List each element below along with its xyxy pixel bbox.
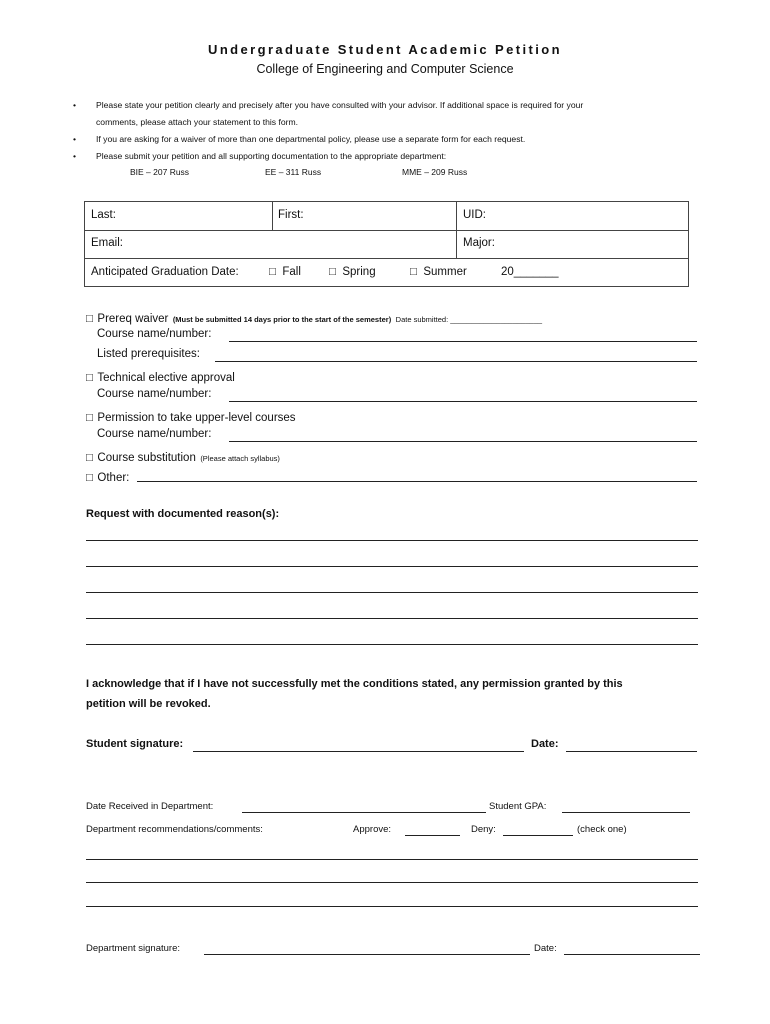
approve-line[interactable]	[405, 835, 460, 836]
department-bie: BIE – 207 Russ	[130, 167, 190, 177]
listed-prerequisites-line[interactable]	[215, 361, 697, 362]
upper-level-course-name-line[interactable]	[229, 441, 697, 442]
student-date-label: Date:	[531, 738, 559, 750]
instruction-3: • Please submit your petition and all supporting documentation to the appropriate department:	[73, 151, 447, 161]
checkbox-icon: □	[269, 266, 276, 278]
graduation-date-label: Anticipated Graduation Date:	[91, 266, 239, 278]
upper-level-option[interactable]: □ Permission to take upper-level courses	[86, 412, 296, 424]
graduation-year-field[interactable]: 20_______	[501, 266, 559, 278]
department-signature-line[interactable]	[204, 954, 530, 955]
checkbox-icon: □	[86, 412, 93, 424]
date-received-label: Date Received in Department:	[86, 801, 214, 812]
email-field[interactable]: Email:	[85, 230, 457, 258]
fall-checkbox[interactable]: □ Fall	[269, 266, 301, 278]
course-substitution-option[interactable]: □ Course substitution (Please attach syllabus)	[86, 452, 280, 464]
student-date-line[interactable]	[566, 751, 697, 752]
checkbox-icon: □	[86, 452, 93, 464]
instruction-2: • If you are asking for a waiver of more than one departmental policy, please use a separate form for each request.	[73, 134, 526, 144]
reasons-heading: Request with documented reason(s):	[86, 508, 280, 520]
other-line[interactable]	[137, 481, 697, 482]
bullet-icon: •	[73, 151, 77, 161]
department-signature-label: Department signature:	[86, 943, 180, 954]
major-field[interactable]: Major:	[463, 237, 495, 249]
spring-checkbox[interactable]: □ Spring	[329, 266, 376, 278]
checkbox-icon: □	[410, 266, 417, 278]
technical-elective-option[interactable]: □ Technical elective approval	[86, 372, 235, 384]
checkbox-icon: □	[86, 372, 93, 384]
acknowledgement-line-2: petition will be revoked.	[86, 698, 211, 710]
checkbox-icon: □	[329, 266, 336, 278]
deny-line[interactable]	[503, 835, 573, 836]
department-mme: MME – 209 Russ	[402, 167, 468, 177]
checkbox-icon: □	[86, 472, 93, 484]
prereq-waiver-option[interactable]: □ Prereq waiver (Must be submitted 14 days prior to the start of the semester) Date submitted: ______________________	[86, 313, 543, 325]
bullet-icon: •	[73, 100, 77, 110]
deny-label: Deny:	[471, 824, 496, 835]
recommendations-label: Department recommendations/comments:	[86, 824, 263, 835]
last-name-field[interactable]: Last:	[85, 202, 273, 230]
comment-line[interactable]	[86, 882, 698, 883]
student-signature-label: Student signature:	[86, 738, 184, 750]
department-date-line[interactable]	[564, 954, 700, 955]
reason-line[interactable]	[86, 540, 698, 541]
date-received-line[interactable]	[242, 812, 486, 813]
uid-field[interactable]: UID:	[463, 209, 486, 221]
comment-line[interactable]	[86, 859, 698, 860]
department-ee: EE – 311 Russ	[265, 167, 322, 177]
page-subtitle: College of Engineering and Computer Science	[256, 62, 514, 76]
name-row	[85, 202, 688, 231]
department-date-label: Date:	[534, 943, 557, 954]
checkbox-icon: □	[86, 313, 93, 325]
prereq-course-name-line[interactable]	[229, 341, 697, 342]
page-title: Undergraduate Student Academic Petition	[208, 42, 562, 57]
reason-line[interactable]	[86, 592, 698, 593]
instruction-1-continued: comments, please attach your statement to this form.	[96, 117, 299, 127]
student-signature-line[interactable]	[193, 751, 524, 752]
student-info-table	[84, 201, 689, 287]
approve-label: Approve:	[353, 824, 392, 835]
email-row	[85, 230, 688, 259]
listed-prerequisites-label: Listed prerequisites:	[97, 348, 200, 360]
student-gpa-line[interactable]	[562, 812, 690, 813]
reason-line[interactable]	[86, 618, 698, 619]
instruction-1: • Please state your petition clearly and precisely after you have consulted with your advisor. If additional space is required for your	[73, 100, 584, 110]
upper-level-course-name-label: Course name/number:	[97, 428, 212, 440]
other-option[interactable]: □ Other:	[86, 472, 130, 484]
student-gpa-label: Student GPA:	[489, 801, 547, 812]
reason-line[interactable]	[86, 644, 698, 645]
first-name-field[interactable]: First:	[272, 202, 457, 230]
technical-course-name-line[interactable]	[229, 401, 697, 402]
acknowledgement-line-1: I acknowledge that if I have not successfully met the conditions stated, any permission granted by this	[86, 678, 623, 690]
reason-line[interactable]	[86, 566, 698, 567]
bullet-icon: •	[73, 134, 77, 144]
prereq-course-name-label: Course name/number:	[97, 328, 212, 340]
check-one-note: (check one)	[577, 824, 627, 835]
comment-line[interactable]	[86, 906, 698, 907]
summer-checkbox[interactable]: □ Summer	[410, 266, 467, 278]
technical-course-name-label: Course name/number:	[97, 388, 212, 400]
